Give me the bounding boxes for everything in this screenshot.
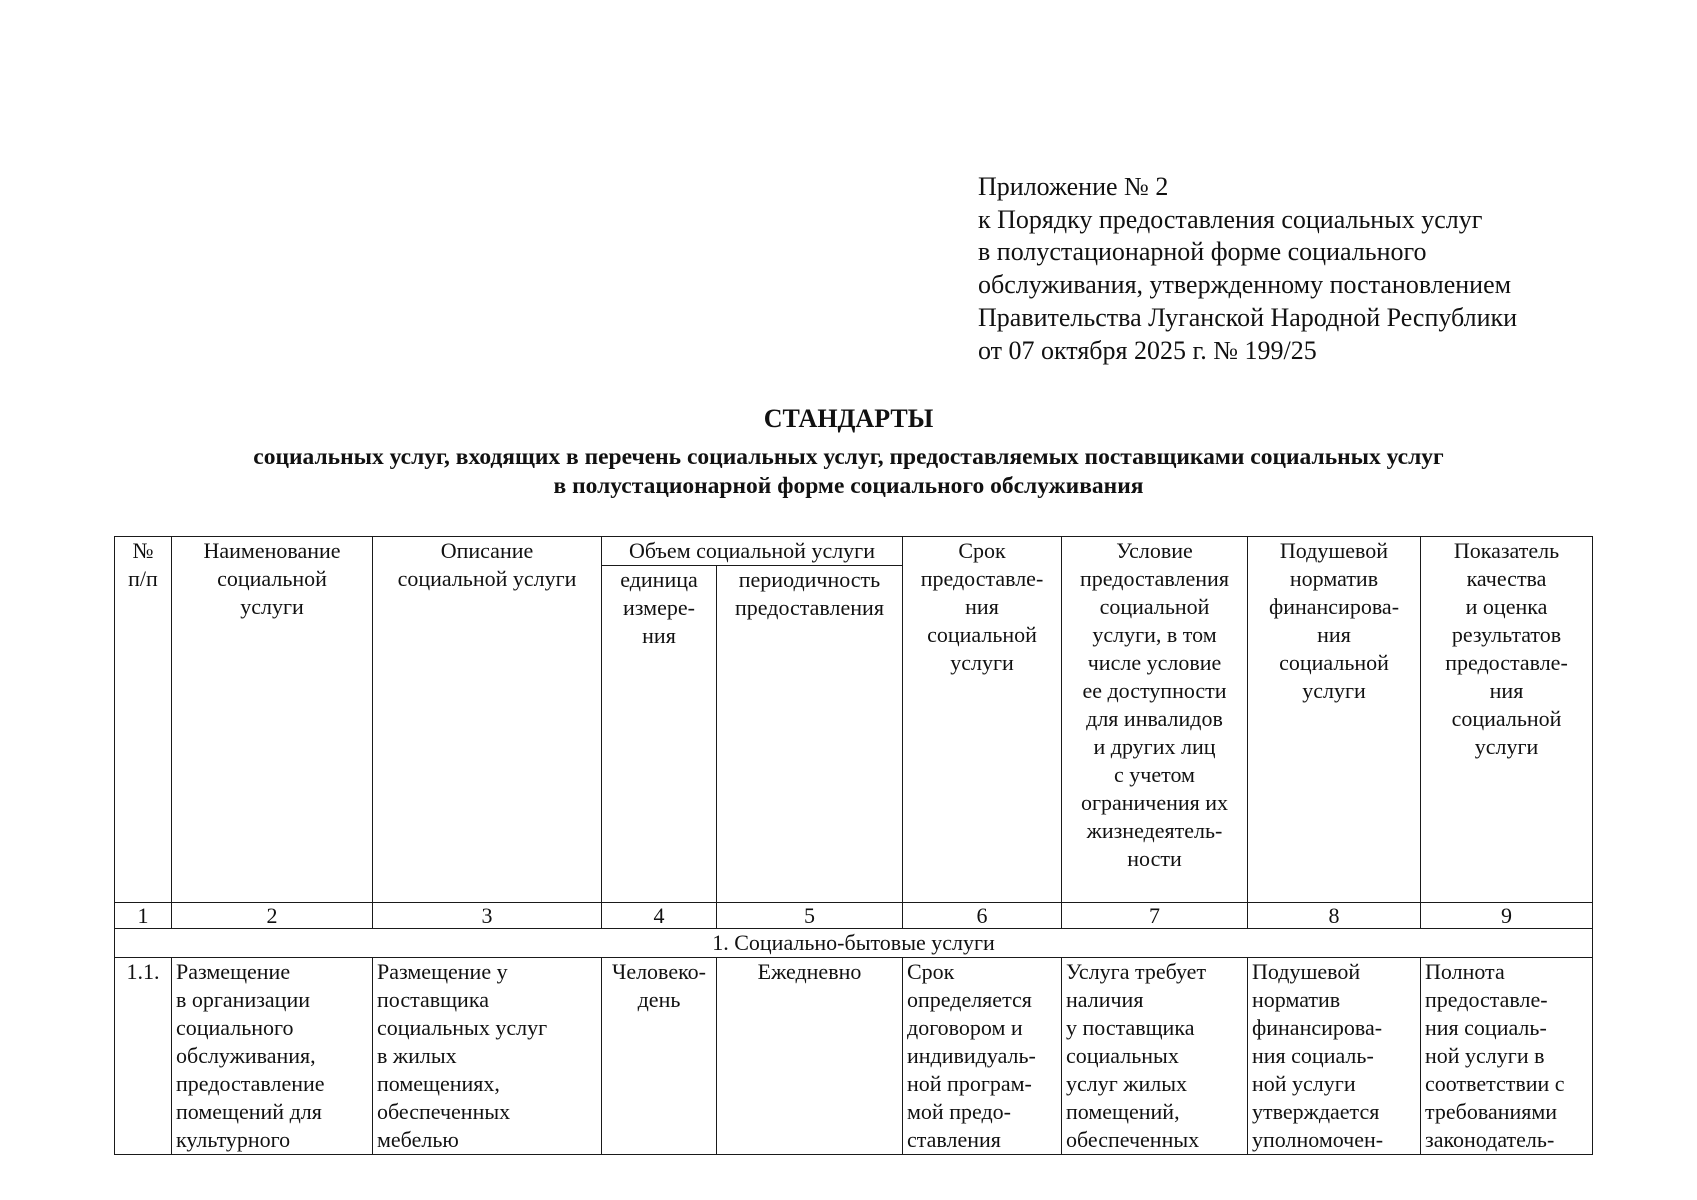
header-quality: Показатель качества и оценка результатов предоставле- ния социальной услуги (1421, 537, 1593, 903)
column-number: 7 (1062, 903, 1248, 929)
column-number: 5 (717, 903, 903, 929)
standards-table (114, 536, 1593, 1155)
section-title: 1. Социально-бытовые услуги (115, 929, 1593, 958)
column-number: 2 (172, 903, 373, 929)
column-number: 8 (1248, 903, 1421, 929)
column-number: 3 (373, 903, 602, 929)
appendix-line: в полустационарной форме социального (978, 237, 1427, 267)
row-condition: Услуга требует наличия у поставщика социальных услуг жилых помещений, обеспеченных (1062, 958, 1248, 1155)
row-normative: Подушевой норматив финансирова- ния социаль- ной услуги утверждается уполномочен- (1248, 958, 1421, 1155)
document-subtitle (60, 443, 1637, 501)
row-unit: Человеко- день (602, 958, 717, 1155)
column-number: 4 (602, 903, 717, 929)
table-header-row (115, 537, 1593, 566)
row-name: Размещение в организации социального обслуживания, предоставление помещений для культурного (172, 958, 373, 1155)
appendix-line: обслуживания, утвержденному постановлением (978, 270, 1512, 300)
table-row (115, 958, 1593, 1155)
appendix-block (978, 171, 1618, 367)
row-num: 1.1. (115, 958, 172, 1155)
header-term: Срок предоставле- ния социальной услуги (903, 537, 1062, 903)
appendix-line: Правительства Луганской Народной Республики (978, 302, 1518, 332)
header-normative: Подушевой норматив финансирова- ния социальной услуги (1248, 537, 1421, 903)
document-title: СТАНДАРТЫ (763, 404, 934, 433)
column-number-row (115, 903, 1593, 929)
row-term: Срок определяется договором и индивидуаль- ной програм- мой предо- ставления (903, 958, 1062, 1155)
column-number: 6 (903, 903, 1062, 929)
subtitle-line-2: в полустационарной форме социального обслуживания (553, 473, 1144, 499)
column-number: 9 (1421, 903, 1593, 929)
column-number: 1 (115, 903, 172, 929)
header-name: Наименование социальной услуги (172, 537, 373, 903)
row-quality: Полнота предоставле- ния социаль- ной услуги в соответствии с требованиями законодатель- (1421, 958, 1593, 1155)
header-description: Описание социальной услуги (373, 537, 602, 903)
header-volume-group: Объем социальной услуги (602, 537, 903, 566)
appendix-line: от 07 октября 2025 г. № 199/25 (978, 335, 1317, 365)
section-row (115, 929, 1593, 958)
header-periodicity: периодичность предоставления (717, 566, 903, 903)
header-num: № п/п (115, 537, 172, 903)
header-unit: единица измере- ния (602, 566, 717, 903)
row-description: Размещение у поставщика социальных услуг в жилых помещениях, обеспеченных мебелью (373, 958, 602, 1155)
subtitle-line-1: социальных услуг, входящих в перечень социальных услуг, предоставляемых поставщиками социальных услуг (253, 444, 1444, 470)
appendix-line: к Порядку предоставления социальных услуг (978, 204, 1483, 234)
row-periodicity: Ежедневно (717, 958, 903, 1155)
appendix-line: Приложение № 2 (978, 172, 1169, 201)
header-condition: Условие предоставления социальной услуги, в том числе условие ее доступности для инвалидов и других лиц с учетом ограничения их жизнедеятель- ности (1062, 537, 1248, 903)
